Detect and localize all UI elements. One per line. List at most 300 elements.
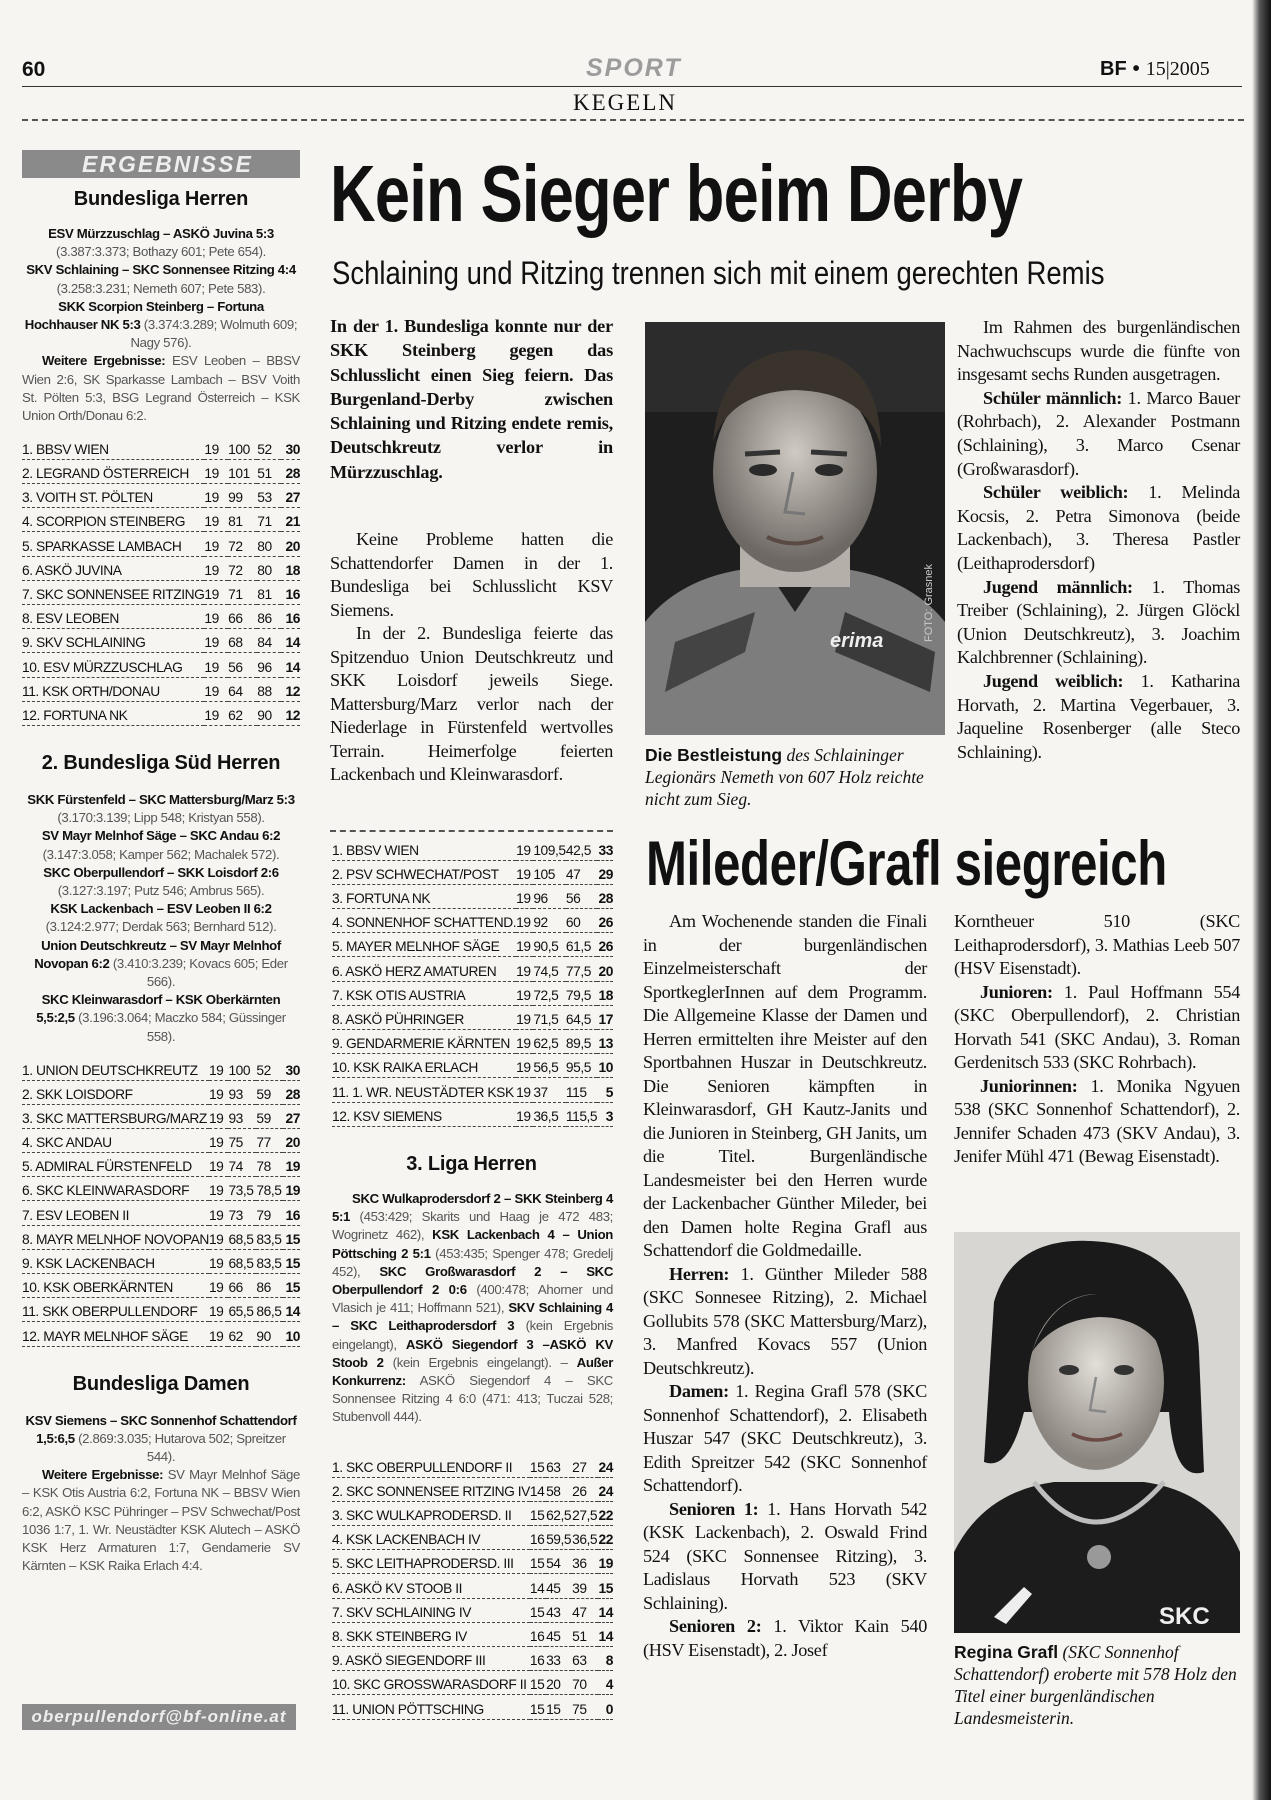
points-cell: 33 [597, 836, 613, 860]
stat-cell: 62 [228, 701, 257, 725]
header-dashed-rule [22, 119, 1244, 121]
sidebar-column [22, 188, 300, 1575]
table-row [22, 1080, 300, 1104]
stat-cell: 20 [546, 1671, 572, 1695]
result-detail: ASKÖ Siegendorf 4 – SKC Sonnensee Ritzing 4 6:0 (471: 413; Tuczai 528; Stubenvoll 444). [332, 1373, 613, 1425]
stat-cell: 36,5 [572, 1526, 598, 1550]
stat-cell: 15 [530, 1501, 546, 1525]
table-row [332, 933, 613, 957]
shirt-logo: SKC [1159, 1603, 1210, 1630]
stat-cell: 66 [228, 605, 257, 629]
category-label: Damen: [669, 1381, 729, 1401]
points-cell: 14 [283, 1298, 300, 1322]
team-cell: 2. PSV SCHWECHAT/POST [332, 860, 516, 884]
team-cell: 2. SKK LOISDORF [22, 1080, 209, 1104]
stat-cell: 19 [209, 1153, 229, 1177]
stat-cell: 19 [204, 435, 228, 459]
team-cell: 11. SKK OBERPULLENDORF [22, 1298, 209, 1322]
stat-cell: 19 [204, 701, 228, 725]
stat-cell: 80 [257, 556, 281, 580]
result-detail: (453:429; Skarits und Haag je 472 483; Wogrinetz 462), [332, 1209, 613, 1243]
points-cell: 18 [281, 556, 300, 580]
category-results: 1. Katharina Horvath, 2. Martina Vegerbauer, 3. Jaqueline Rosenberger (alle Steco Schlaining). [957, 670, 1240, 762]
stat-cell: 68,5 [228, 1225, 256, 1249]
stat-cell: 15 [530, 1550, 546, 1574]
table-row [22, 1225, 300, 1249]
category-results: 1. Melinda Kocsis, 2. Petra Simonova (beide Lackenbach), 3. Theresa Pastler (Leithaprodersdorf) [957, 482, 1240, 573]
further-label: Weitere Ergebnisse: [42, 353, 166, 369]
points-cell: 15 [283, 1225, 300, 1249]
stat-cell: 19 [209, 1249, 229, 1273]
points-cell: 8 [598, 1647, 613, 1671]
points-cell: 13 [597, 1030, 613, 1054]
table-row [332, 1598, 613, 1622]
stat-cell: 89,5 [566, 1030, 597, 1054]
stat-cell: 62,5 [533, 1030, 566, 1054]
table-row [22, 1128, 300, 1152]
stat-cell: 90 [257, 701, 281, 725]
points-cell: 30 [283, 1056, 300, 1080]
team-cell: 9. GENDARMERIE KÄRNTEN [332, 1030, 516, 1054]
standings-table-liga3 [332, 1453, 613, 1720]
stat-cell: 19 [516, 1005, 533, 1029]
stat-cell: 19 [204, 605, 228, 629]
stat-cell: 19 [204, 459, 228, 483]
result-detail: (453:435; Spenger 478; Gredelj 452), [332, 1245, 613, 1279]
table-row [332, 1453, 613, 1477]
stat-cell: 39 [572, 1574, 598, 1598]
paragraph: In der 2. Bundesliga feierte das Spitzenduo Union Deutschkreutz und SKK Loisdorf jeweils Siege. Mattersburg/Marz verlor nach der Niederlage in Fürstenfeld wertvolles Terrain. Heimerfolge feierten Lackenbach und Kleinwarasdorf. [330, 623, 613, 784]
result-detail: (2.869:3.035; Hutarova 502; Spreitzer 544). [78, 1430, 286, 1464]
team-cell: 7. SKV SCHLAINING IV [332, 1598, 530, 1622]
stat-cell: 19 [516, 860, 533, 884]
table-row [332, 1102, 613, 1126]
headline: Kein Sieger beim Derby [330, 149, 1023, 238]
stat-cell: 78,5 [256, 1177, 283, 1201]
stat-cell: 19 [204, 677, 228, 701]
table-divider [330, 830, 613, 832]
stat-cell: 14 [530, 1574, 546, 1598]
result: ESV Mürzzuschlag – ASKÖ Juvina 5:3 [48, 226, 274, 241]
points-cell: 0 [598, 1695, 613, 1719]
table-row [332, 1526, 613, 1550]
stat-cell: 19 [204, 653, 228, 677]
result: SKC Wulkaprodersdorf 2 – SKK Steinberg 4 5:1 [332, 1191, 613, 1225]
caption-text: des Schlaininger Legionärs Nemeth von 607 Holz reichte nicht zum Sieg. [645, 745, 924, 809]
points-cell: 24 [598, 1477, 613, 1501]
points-cell: 20 [281, 532, 300, 556]
result: SKC Großwarasdorf 2 – SKC Oberpullendorf 2 0:6 [332, 1263, 613, 1298]
points-cell: 27 [283, 1104, 300, 1128]
stat-cell: 19 [204, 532, 228, 556]
team-cell: 10. KSK OBERKÄRNTEN [22, 1274, 209, 1298]
table-row [332, 1054, 613, 1078]
category-results: 1. Monika Ngyuen 538 (SKC Sonnenhof Schattendorf), 2. Jennifer Schaden 473 (SKV Andau), 3. Jenifer Mühl 471 (Bewag Eisenstadt). [954, 1075, 1240, 1166]
result: SKK Fürstenfeld – SKC Mattersburg/Marz 5:3 [27, 791, 295, 807]
paragraph: Am Wochenende standen die Finali in der burgenländischen Einzelmeisterschaft der SportkeglerInnen auf dem Programm. Die Allgemeine Klasse der Damen und Herren ermittelten ihre Meister auf den Sportbahnen Huszar in Deutschkreutz. Die Senioren kämpften in Kleinwarasdorf, GH Kautz-Janits und die Junioren in Steinberg, GH Janits, um die Titel. Burgenländische Landesmeister bei den Herren wurde der Lackenbacher Günther Mileder, bei den Damen holte Regina Grafl aus Schattendorf die Goldmedaille. [643, 911, 927, 1260]
bl2-sued-results [22, 791, 300, 1046]
stat-cell: 73,5 [228, 1177, 256, 1201]
table-row [22, 508, 300, 532]
headline-2: Mileder/Grafl siegreich [646, 829, 1167, 899]
table-row [22, 1274, 300, 1298]
stat-cell: 19 [516, 1078, 533, 1102]
table-row [332, 860, 613, 884]
stat-cell: 72 [228, 532, 257, 556]
points-cell: 12 [281, 701, 300, 725]
result: Union Deutschkreutz – SV Mayr Melnhof Novopan 6:2 [34, 937, 281, 971]
stat-cell: 26 [572, 1477, 598, 1501]
team-cell: 1. UNION DEUTSCHKREUTZ [22, 1056, 209, 1080]
stat-cell: 79 [256, 1201, 283, 1225]
stat-cell: 75 [572, 1695, 598, 1719]
stat-cell: 59,5 [546, 1526, 572, 1550]
result: KSK Lackenbach 4 – Union Pöttsching 2 5:1 [332, 1227, 613, 1261]
stat-cell: 19 [204, 508, 228, 532]
photo-credit: FOTO: Grasnek [923, 563, 935, 642]
stat-cell: 19 [209, 1104, 229, 1128]
bl-herren-results [22, 225, 300, 425]
stat-cell: 79,5 [566, 981, 597, 1005]
result: Außer Konkurrenz: [332, 1354, 614, 1389]
points-cell: 14 [598, 1622, 613, 1646]
points-cell: 16 [281, 580, 300, 604]
result-detail: (3.127:3.197; Putz 546; Ambrus 565). [57, 883, 265, 898]
stat-cell: 72,5 [533, 981, 566, 1005]
table-row [22, 1056, 300, 1080]
lead-paragraph: In der 1. Bundesliga konnte nur der SKK Steinberg gegen das Schlusslicht einen Sieg feiern. Das Burgenland-Derby zwischen Schlaining und Ritzing endete remis, Deutschkreutz verlor in Mürzzuschlag. [330, 316, 613, 482]
stat-cell: 101 [228, 459, 257, 483]
stat-cell: 68 [228, 629, 257, 653]
stat-cell: 27 [572, 1453, 598, 1477]
stat-cell: 19 [516, 957, 533, 981]
stat-cell: 59 [256, 1104, 283, 1128]
table-row [332, 1005, 613, 1029]
team-cell: 12. FORTUNA NK [22, 701, 204, 725]
category-results: 1. Hans Horvath 542 (KSK Lackenbach), 2. Oswald Frind 524 (SKC Sonnensee Ritzing), 3. Ladislaus Horvath 523 (SKV Schlaining). [643, 1498, 927, 1613]
stat-cell: 56 [228, 653, 257, 677]
standings-table-bl-herren [22, 435, 300, 726]
stat-cell: 83,5 [256, 1225, 283, 1249]
result: SV Mayr Melnhof Säge – SKC Andau 6:2 [41, 828, 281, 844]
liga3-results [332, 1190, 613, 1427]
points-cell: 26 [597, 933, 613, 957]
points-cell: 26 [597, 909, 613, 933]
further-results: SV Mayr Melnhof Säge – KSK Otis Austria 6:2, Fortuna NK – BBSV Wien 6:2, ASKÖ KSC Pühringer – PSV Schwechat/Post 1036 1:7, 1. Wr. Neustädter KSK Alutech – ASKÖ KSK Herz Armaturen 1:7, Gendamerie SV Kärnten – KSK Raika Erlach 4:4. [22, 1467, 300, 1574]
stat-cell: 19 [516, 884, 533, 908]
category-label: Senioren 2: [669, 1616, 762, 1636]
champion-portrait [954, 1232, 1240, 1633]
category-results: 1. Paul Hoffmann 554 (SKC Oberpullendorf), 2. Christian Horvath 541 (SKC Andau), 3. Roman Gerdenitsch 533 (SKC Rohrbach). [954, 981, 1240, 1072]
table-row [22, 1249, 300, 1273]
stat-cell: 88 [257, 677, 281, 701]
team-cell: 11. UNION PÖTTSCHING [332, 1695, 530, 1719]
caption-text: (SKC Sonnenhof Schattendorf) eroberte mit 578 Holz den Titel einer burgenländischen Landesmeisterin. [954, 1642, 1237, 1728]
stat-cell: 83,5 [256, 1249, 283, 1273]
stat-cell: 15 [530, 1453, 546, 1477]
stat-cell: 19 [204, 484, 228, 508]
stat-cell: 86,5 [256, 1298, 283, 1322]
stat-cell: 109,5 [533, 836, 566, 860]
youth-cup-text [957, 316, 1240, 764]
stat-cell: 93 [228, 1080, 256, 1104]
stat-cell: 51 [572, 1622, 598, 1646]
stat-cell: 19 [516, 836, 533, 860]
table-row [332, 1671, 613, 1695]
stat-cell: 95,5 [566, 1054, 597, 1078]
category-results: 1. Regina Grafl 578 (SKC Sonnenhof Schattendorf), 2. Elisabeth Huszar 547 (SKC Deutschkreutz), 3. Edith Spreitzer 542 (SKC Sonnenhof Schattendorf). [643, 1381, 927, 1495]
stat-cell: 19 [204, 629, 228, 653]
stat-cell: 36 [572, 1550, 598, 1574]
stat-cell: 51 [257, 459, 281, 483]
table-row [332, 884, 613, 908]
points-cell: 3 [597, 1102, 613, 1126]
result-detail: (400:478; Ahorner und Vlasich je 411; Hoffmann 521), [332, 1282, 613, 1316]
category-label: Schüler weiblich: [983, 482, 1129, 503]
stat-cell: 47 [572, 1598, 598, 1622]
stat-cell: 15 [530, 1598, 546, 1622]
stat-cell: 63 [572, 1647, 598, 1671]
category-label: Schüler männlich: [983, 387, 1122, 408]
stat-cell: 52 [256, 1056, 283, 1080]
team-cell: 5. ADMIRAL FÜRSTENFELD [22, 1153, 209, 1177]
table-row [22, 605, 300, 629]
team-cell: 4. SCORPION STEINBERG [22, 508, 204, 532]
stat-cell: 81 [257, 580, 281, 604]
table-row [22, 701, 300, 725]
points-cell: 12 [281, 677, 300, 701]
points-cell: 24 [598, 1453, 613, 1477]
stat-cell: 19 [209, 1080, 229, 1104]
stat-cell: 84 [257, 629, 281, 653]
category-label: Jugend weiblich: [983, 670, 1124, 691]
stat-cell: 74 [228, 1153, 256, 1177]
caption-lead: Regina Grafl [954, 1642, 1059, 1662]
paragraph: Im Rahmen des burgenländischen Nachwuchscups wurde die fünfte von insgesamt sechs Runden ausgetragen. [957, 317, 1240, 385]
team-cell: 4. SONNENHOF SCHATTEND. [332, 909, 516, 933]
team-cell: 8. ASKÖ PÜHRINGER [332, 1005, 516, 1029]
points-cell: 18 [597, 981, 613, 1005]
stat-cell: 19 [209, 1056, 229, 1080]
stat-cell: 105 [533, 860, 566, 884]
table-row [22, 532, 300, 556]
stat-cell: 19 [209, 1177, 229, 1201]
points-cell: 28 [281, 459, 300, 483]
team-cell: 8. ESV LEOBEN [22, 605, 204, 629]
photo-caption-2 [954, 1641, 1244, 1729]
table-row [332, 981, 613, 1005]
points-cell: 20 [283, 1128, 300, 1152]
table-row [22, 1104, 300, 1128]
table-row [22, 459, 300, 483]
champion-photo [954, 1232, 1240, 1633]
stat-cell: 100 [228, 1056, 256, 1080]
section-label: SPORT [586, 54, 682, 82]
table-row [22, 1201, 300, 1225]
points-cell: 10 [283, 1322, 300, 1346]
points-cell: 14 [281, 653, 300, 677]
caption-lead: Die Bestleistung [645, 745, 783, 765]
table-row [22, 653, 300, 677]
points-cell: 17 [597, 1005, 613, 1029]
result-detail: (3.258:3.231; Nemeth 607; Pete 583). [56, 280, 266, 296]
table-row [22, 435, 300, 459]
issue-number: 15|2005 [1145, 58, 1210, 80]
result: KSK Lackenbach – ESV Leoben II 6:2 [50, 901, 272, 917]
table-row [332, 836, 613, 860]
stat-cell: 27,5 [572, 1501, 598, 1525]
stat-cell: 74,5 [533, 957, 566, 981]
stat-cell: 62 [228, 1322, 256, 1346]
standings-table-bl2-sued [22, 1056, 300, 1347]
points-cell: 22 [598, 1526, 613, 1550]
category-label: Jugend männlich: [983, 576, 1133, 597]
result-detail: (3.374:3.289; Wolmuth 609; Nagy 576). [130, 317, 298, 351]
stat-cell: 19 [204, 556, 228, 580]
result-detail: (3.410:3.239; Kovacs 605; Eder 566). [112, 955, 288, 990]
table-row [332, 1030, 613, 1054]
stat-cell: 66 [228, 1274, 256, 1298]
team-cell: 10. ESV MÜRZZUSCHLAG [22, 653, 204, 677]
team-cell: 3. SKC WULKAPRODERSD. II [332, 1501, 530, 1525]
stat-cell: 58 [546, 1477, 572, 1501]
team-cell: 6. ASKÖ HERZ AMATUREN [332, 957, 516, 981]
stat-cell: 56 [566, 884, 597, 908]
stat-cell: 70 [572, 1671, 598, 1695]
table-row [332, 1501, 613, 1525]
points-cell: 10 [597, 1054, 613, 1078]
team-cell: 8. MAYR MELNHOF NOVOPAN [22, 1225, 209, 1249]
points-cell: 29 [597, 860, 613, 884]
table-row [332, 1647, 613, 1671]
category-results: 1. Marco Bauer (Rohrbach), 2. Alexander Postmann (Schlaining), 3. Marco Csenar (Großwarasdorf). [957, 387, 1240, 479]
stat-cell: 56,5 [533, 1054, 566, 1078]
table-row [332, 1477, 613, 1501]
team-cell: 5. SPARKASSE LAMBACH [22, 532, 204, 556]
stat-cell: 92 [533, 909, 566, 933]
stat-cell: 90 [256, 1322, 283, 1346]
points-cell: 16 [281, 605, 300, 629]
team-cell: 7. KSK OTIS AUSTRIA [332, 981, 516, 1005]
stat-cell: 90,5 [533, 933, 566, 957]
stat-cell: 77,5 [566, 957, 597, 981]
team-cell: 6. ASKÖ JUVINA [22, 556, 204, 580]
points-cell: 28 [597, 884, 613, 908]
points-cell: 15 [283, 1274, 300, 1298]
points-cell: 4 [598, 1671, 613, 1695]
result-detail: (3.124:2.977; Derdak 563; Bernhard 512). [45, 919, 277, 935]
team-cell: 6. ASKÖ KV STOOB II [332, 1574, 530, 1598]
team-cell: 10. SKC GROSSWARASDORF II [332, 1671, 530, 1695]
table-row [22, 580, 300, 604]
stat-cell: 72 [228, 556, 257, 580]
stat-cell: 86 [257, 605, 281, 629]
points-cell: 28 [283, 1080, 300, 1104]
player-portrait [645, 322, 945, 735]
stat-cell: 93 [228, 1104, 256, 1128]
stat-cell: 19 [209, 1201, 229, 1225]
table-row [332, 909, 613, 933]
table-row [22, 1322, 300, 1346]
stat-cell: 115 [566, 1078, 597, 1102]
category-results: 1. Viktor Kain 540 (HSV Eisenstadt), 2. Josef [643, 1616, 928, 1660]
stat-cell: 19 [209, 1322, 229, 1346]
team-cell: 9. ASKÖ SIEGENDORF III [332, 1647, 530, 1671]
points-cell: 27 [281, 484, 300, 508]
stat-cell: 96 [533, 884, 566, 908]
separator-dot: • [1132, 58, 1140, 80]
stat-cell: 19 [516, 933, 533, 957]
category-label: Herren: [669, 1263, 730, 1284]
stat-cell: 36,5 [533, 1102, 566, 1126]
team-cell: 11. 1. WR. NEUSTÄDTER KSK [332, 1078, 516, 1102]
stat-cell: 14 [530, 1477, 546, 1501]
article2-col1 [643, 910, 927, 1662]
team-cell: 7. SKC SONNENSEE RITZING [22, 580, 204, 604]
stat-cell: 96 [257, 653, 281, 677]
stat-cell: 81 [228, 508, 257, 532]
article1-body [330, 528, 613, 787]
section-title-liga3: 3. Liga Herren [406, 1153, 537, 1175]
stat-cell: 45 [546, 1622, 572, 1646]
stat-cell: 62,5 [546, 1501, 572, 1525]
table-row [332, 1078, 613, 1102]
email-link[interactable]: oberpullendorf@bf-online.at [22, 1704, 296, 1730]
stat-cell: 19 [209, 1225, 229, 1249]
stat-cell: 45 [546, 1574, 572, 1598]
category-label: Senioren 1: [669, 1498, 759, 1519]
table-row [332, 957, 613, 981]
stat-cell: 80 [257, 532, 281, 556]
points-cell: 21 [281, 508, 300, 532]
team-cell: 2. LEGRAND ÖSTERREICH [22, 459, 204, 483]
section-title-bl-damen: Bundesliga Damen [72, 1372, 250, 1395]
category-results: 1. Günther Mileder 588 (SKC Sonnesee Ritzing), 2. Michael Gollubits 578 (SKC Mattersburg/Marz), 3. Manfred Kovacs 557 (Union Deutschkreutz). [643, 1263, 927, 1378]
result: SKC Kleinwarasdorf – KSK Oberkärnten 5,5:2,5 [36, 992, 281, 1026]
category-results: 1. Thomas Treiber (Schlaining), 2. Jürgen Glöckl (Union Deutschkreutz), 3. Joachim Kalchbrenner (Schlaining). [957, 576, 1240, 668]
stat-cell: 19 [516, 909, 533, 933]
standings-table-bl-damen [332, 836, 613, 1127]
team-cell: 1. BBSV WIEN [332, 836, 516, 860]
section-title-bl2-sued: 2. Bundesliga Süd Herren [41, 751, 281, 774]
stat-cell: 59 [256, 1080, 283, 1104]
points-cell: 30 [281, 435, 300, 459]
stat-cell: 16 [530, 1647, 546, 1671]
team-cell: 12. KSV SIEMENS [332, 1102, 516, 1126]
team-cell: 3. SKC MATTERSBURG/MARZ [22, 1104, 209, 1128]
stat-cell: 15 [546, 1695, 572, 1719]
points-cell: 14 [281, 629, 300, 653]
stat-cell: 64 [228, 677, 257, 701]
stat-cell: 77 [256, 1128, 283, 1152]
stat-cell: 86 [256, 1274, 283, 1298]
team-cell: 1. SKC OBERPULLENDORF II [332, 1453, 530, 1477]
team-cell: 4. SKC ANDAU [22, 1128, 209, 1152]
stat-cell: 63 [546, 1453, 572, 1477]
article2-col2 [954, 910, 1240, 1169]
points-cell: 15 [283, 1249, 300, 1273]
subheadline: Schlaining und Ritzing trennen sich mit einem gerechten Remis [332, 255, 1105, 291]
team-cell: 12. MAYR MELNHOF SÄGE [22, 1322, 209, 1346]
table-row [332, 1695, 613, 1719]
team-cell: 5. MAYER MELNHOF SÄGE [332, 933, 516, 957]
points-cell: 19 [283, 1153, 300, 1177]
table-row [22, 677, 300, 701]
stat-cell: 100 [228, 435, 257, 459]
stat-cell: 19 [209, 1298, 229, 1322]
stat-cell: 61,5 [566, 933, 597, 957]
result-detail: (3.147:3.058; Kamper 562; Machalek 572). [42, 846, 280, 862]
